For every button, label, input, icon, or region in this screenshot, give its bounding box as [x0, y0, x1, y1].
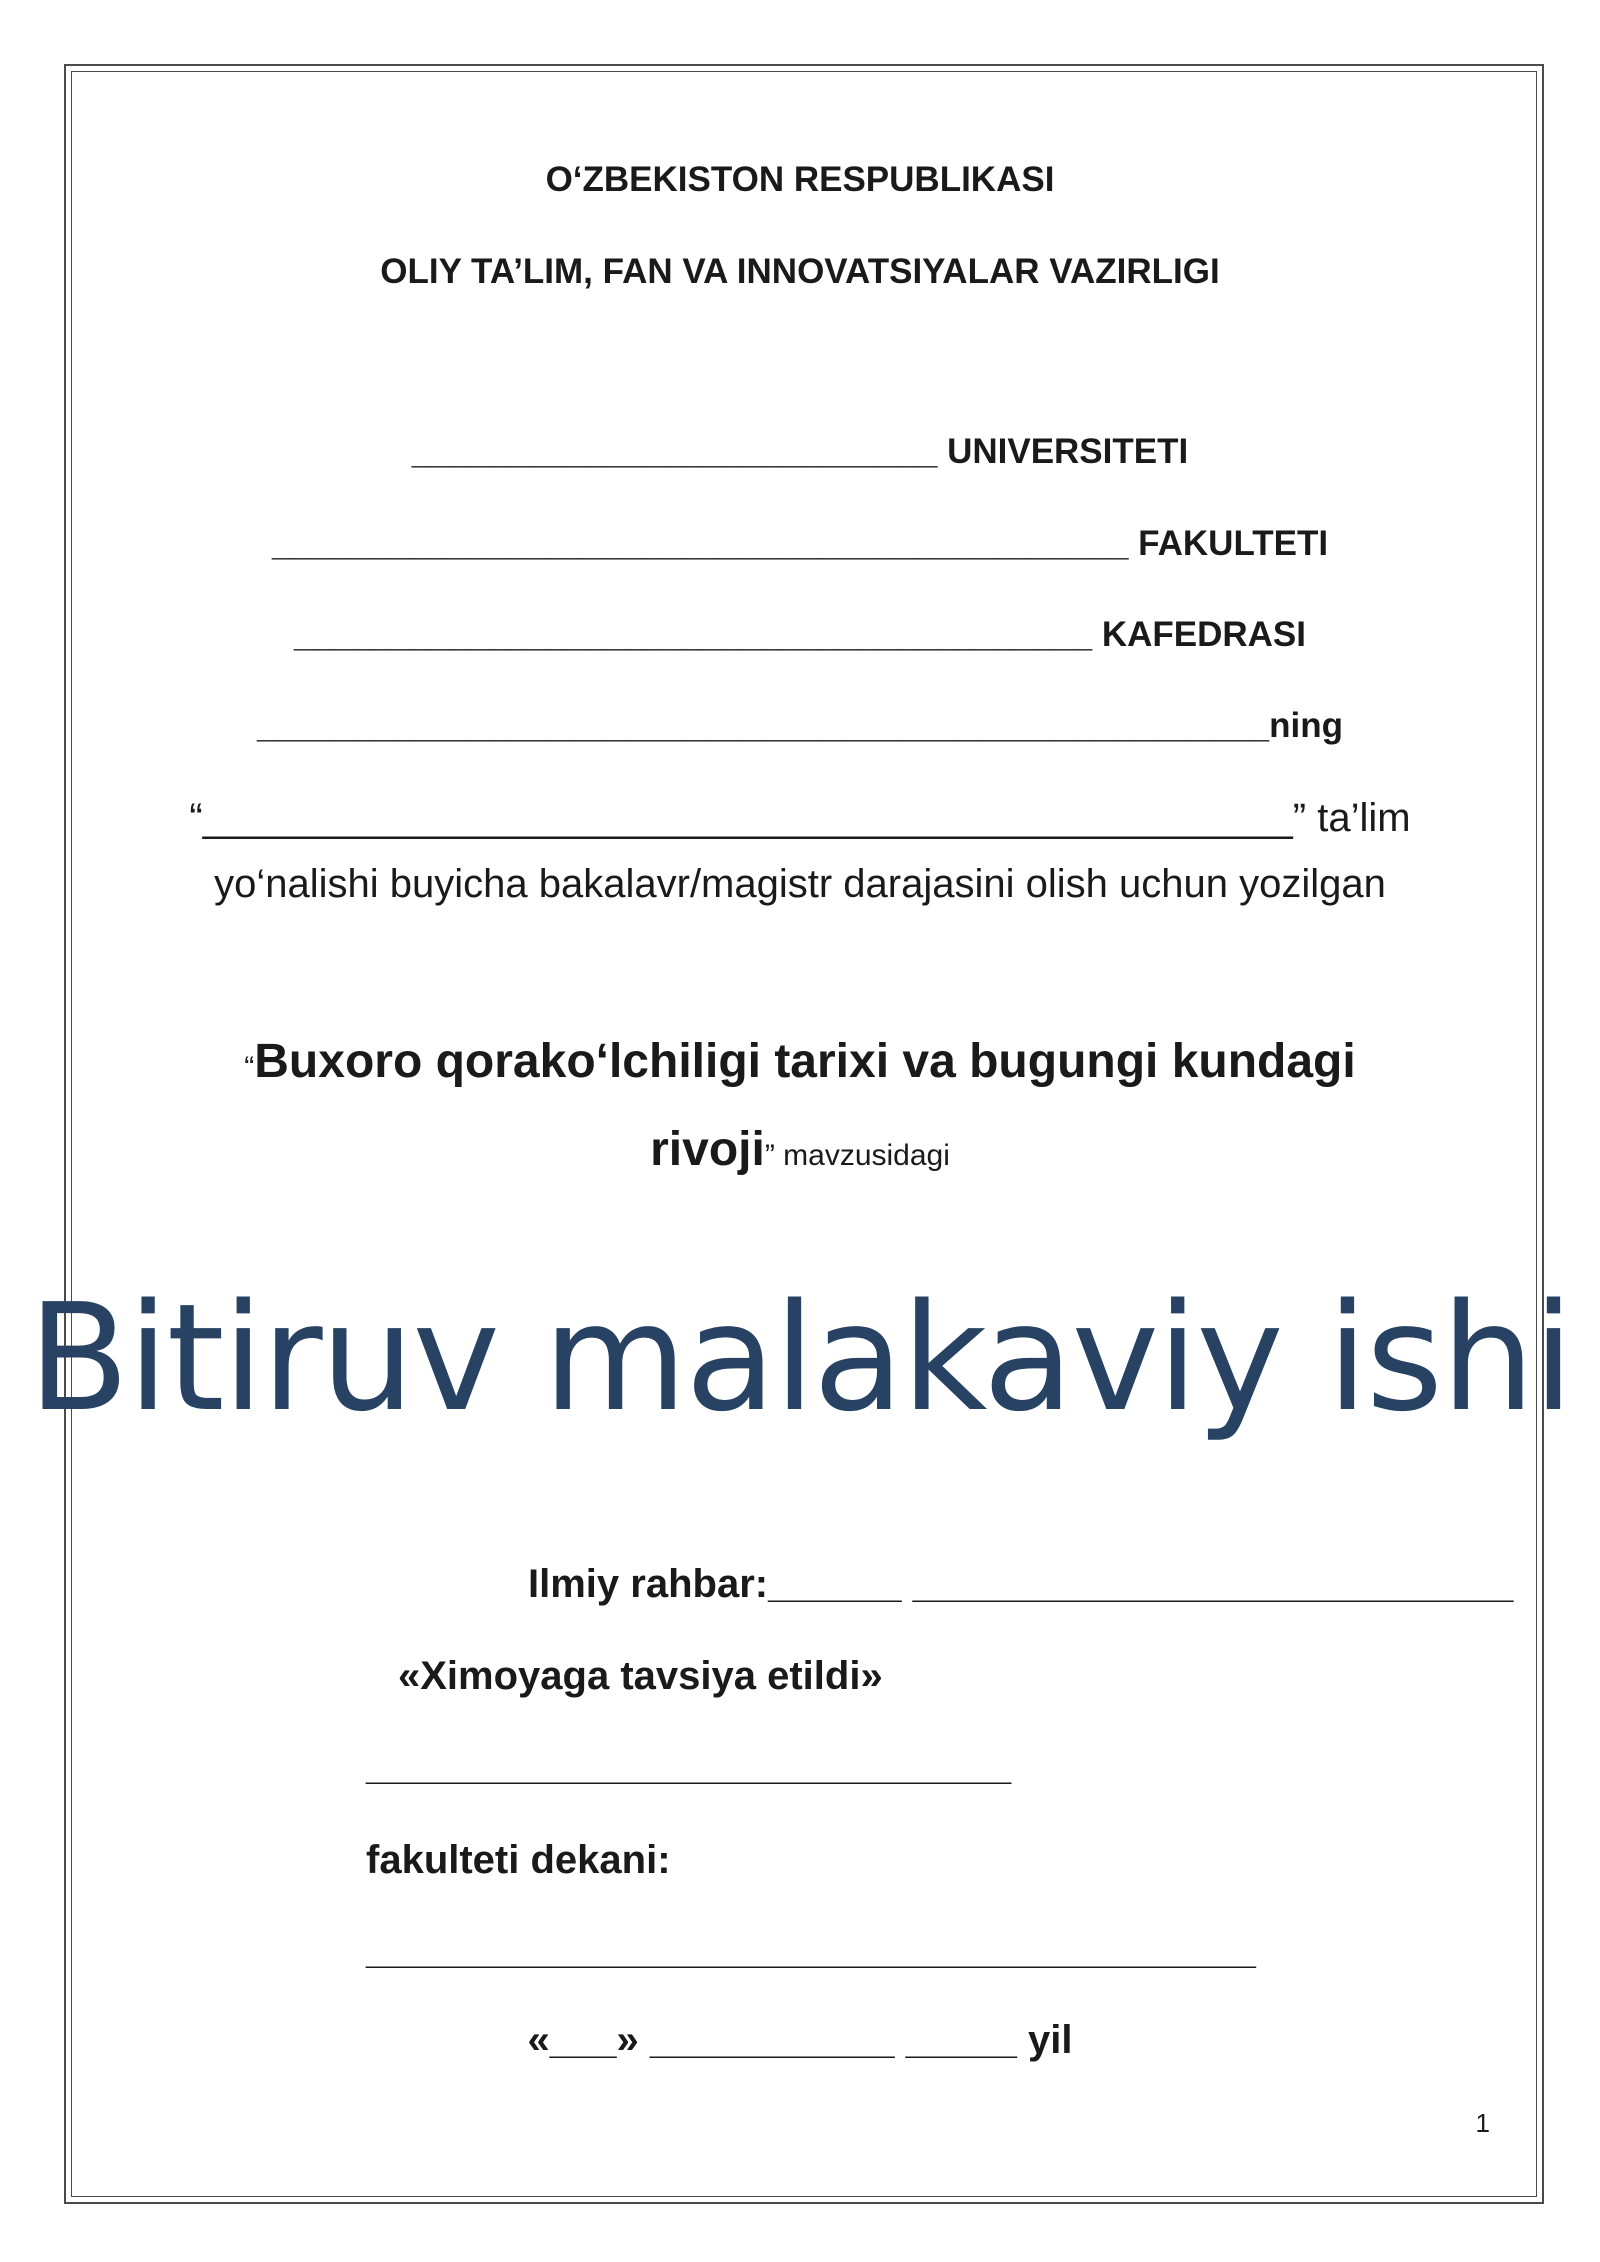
page-number: 1	[1475, 2108, 1490, 2138]
document-title: Bitiruv malakaviy ishi	[27, 1272, 1573, 1444]
recommended-label: «Ximoyaga tavsiya etildi»	[398, 1654, 883, 1698]
direction-line-2: yo‘nalishi buyicha bakalavr/magistr darajasini olish uchun yozilgan	[214, 862, 1386, 906]
topic-line-1	[0, 1034, 1600, 1089]
department-label: KAFEDRASI	[1092, 615, 1306, 654]
topic-title-part-2: rivoji	[650, 1123, 765, 1176]
topic-suffix: mavzusidagi	[774, 1139, 950, 1172]
university-blank[interactable]: ___________________________	[411, 432, 938, 471]
topic-line-2	[0, 1122, 1600, 1177]
student-blank[interactable]: ____________________________________________________	[256, 706, 1270, 745]
dean-blank-2[interactable]: ________________________________________	[366, 1928, 1256, 1972]
student-line	[0, 706, 1600, 746]
dean-blank-1[interactable]: _____________________________	[366, 1744, 1012, 1788]
ministry-heading: OLIY TA’LIM, FAN VA INNOVATSIYALAR VAZIRLIGI	[380, 252, 1220, 291]
department-blank[interactable]: _________________________________________	[294, 615, 1093, 654]
republic-heading: O‘ZBEKISTON RESPUBLIKASI	[545, 160, 1055, 199]
department-line	[0, 615, 1600, 655]
supervisor-line: Ilmiy rahbar:______ ___________________________	[528, 1562, 1514, 1606]
student-suffix: ning	[1269, 706, 1344, 745]
faculty-blank[interactable]: ____________________________________________	[271, 524, 1129, 563]
faculty-line	[0, 524, 1600, 564]
topic-open-quote: “	[244, 1051, 255, 1084]
date-line: «___» ___________ _____ yil	[527, 2018, 1073, 2062]
university-label: UNIVERSITETI	[937, 432, 1189, 471]
faculty-label: FAKULTETI	[1128, 524, 1329, 563]
direction-line-1: “_________________________________________________” ta’lim	[189, 796, 1411, 840]
topic-close-quote: ”	[764, 1139, 775, 1172]
university-line	[0, 432, 1600, 472]
dean-label: fakulteti dekani:	[366, 1838, 671, 1882]
topic-title-part-1: Buxoro qorako‘lchiligi tarixi va bugungi kundagi	[254, 1035, 1356, 1088]
